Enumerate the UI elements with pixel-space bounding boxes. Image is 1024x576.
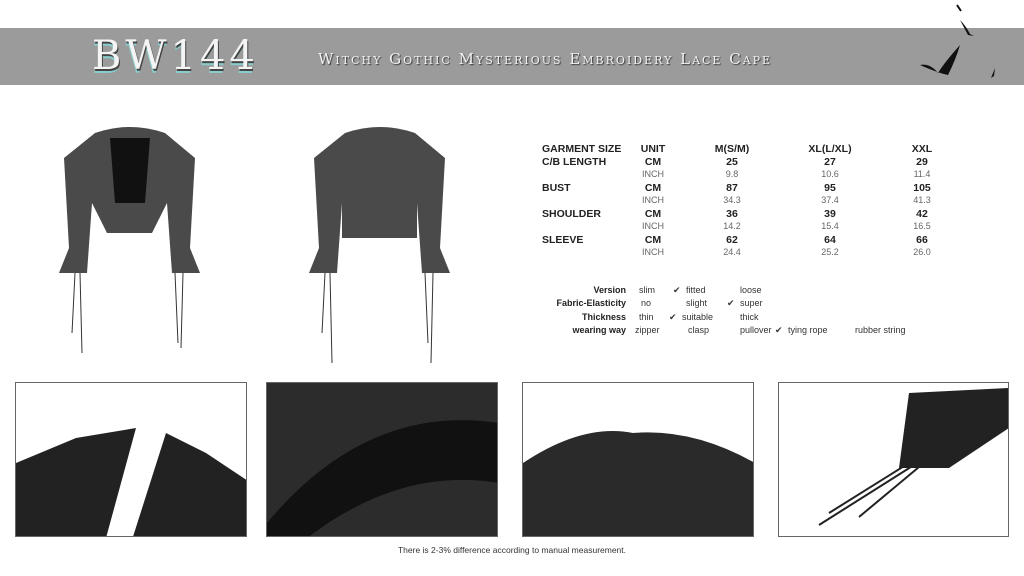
inch-value: 11.4	[913, 169, 931, 179]
unit-inch: INCH	[642, 195, 664, 205]
check-icon: ✔	[727, 298, 735, 309]
detail-photo-1	[15, 382, 247, 537]
row-label: BUST	[542, 182, 571, 194]
unit-cm: CM	[644, 208, 662, 220]
cm-value: 105	[913, 182, 931, 194]
unit-cm: CM	[644, 156, 662, 168]
inch-value: 15.4	[821, 221, 839, 231]
front-view-image	[55, 118, 205, 368]
cm-value: 95	[824, 182, 836, 194]
inch-value: 16.5	[913, 221, 931, 231]
option-no: no	[641, 298, 652, 309]
table-header: XXL	[911, 143, 933, 155]
cm-value: 62	[726, 234, 738, 246]
row-label: SLEEVE	[542, 234, 584, 246]
inch-value: 41.3	[913, 195, 931, 205]
attribute-label: Thickness	[581, 311, 626, 322]
unit-cm: CM	[644, 234, 662, 246]
detail-photo-4	[778, 382, 1009, 537]
back-view-image	[305, 118, 455, 368]
option-zipper: zipper	[635, 324, 660, 335]
check-icon: ✔	[775, 324, 783, 335]
cm-value: 64	[824, 234, 836, 246]
option-super: super	[740, 298, 763, 309]
option-thin: thin	[639, 311, 654, 322]
inch-value: 14.2	[723, 221, 741, 231]
table-header: UNIT	[640, 143, 666, 155]
product-code: BW144	[92, 33, 259, 79]
cm-value: 25	[726, 156, 738, 168]
inch-value: 37.4	[821, 195, 839, 205]
inch-value: 25.2	[821, 247, 839, 257]
option-slight: slight	[686, 298, 708, 309]
footer-note: There is 2-3% difference according to manual measurement.	[397, 545, 627, 555]
unit-inch: INCH	[642, 221, 664, 231]
unit-cm: CM	[644, 182, 662, 194]
option-thick: thick	[740, 311, 759, 322]
attribute-label: Version	[593, 285, 626, 295]
cm-value: 36	[726, 208, 738, 220]
cm-value: 39	[824, 208, 836, 220]
option-tying-rope: tying rope	[788, 324, 828, 335]
attribute-label: Fabric-Elasticity	[556, 298, 626, 309]
check-icon: ✔	[673, 285, 681, 295]
cm-value: 27	[824, 156, 836, 168]
option-pullover: pullover	[740, 324, 772, 335]
cm-value: 66	[916, 234, 928, 246]
option-clasp: clasp	[688, 324, 710, 335]
cm-value: 42	[916, 208, 928, 220]
row-label: SHOULDER	[542, 208, 601, 220]
inch-value: 10.6	[821, 169, 839, 179]
table-header: M(S/M)	[714, 143, 750, 155]
unit-inch: INCH	[642, 169, 664, 179]
inch-value: 9.8	[725, 169, 739, 179]
unit-inch: INCH	[642, 247, 664, 257]
option-fitted: fitted	[686, 285, 706, 295]
cm-value: 29	[916, 156, 928, 168]
detail-photo-3	[522, 382, 754, 537]
inch-value: 24.4	[723, 247, 741, 257]
attribute-label: wearing way	[572, 324, 626, 335]
option-suitable: suitable	[682, 311, 714, 322]
table-header: GARMENT SIZE	[542, 143, 622, 155]
inch-value: 34.3	[723, 195, 741, 205]
cm-value: 87	[726, 182, 738, 194]
check-icon: ✔	[669, 311, 677, 322]
option-slim: slim	[639, 285, 655, 295]
option-rubber-string: rubber string	[855, 324, 906, 335]
row-label: C/B LENGTH	[542, 156, 607, 168]
product-title: Witchy Gothic Mysterious Embroidery Lace Cape	[318, 50, 773, 68]
detail-photo-2	[266, 382, 498, 537]
inch-value: 26.0	[913, 247, 931, 257]
table-header: XL(L/XL)	[808, 143, 852, 155]
option-loose: loose	[740, 285, 762, 295]
bats-icon	[915, 0, 1024, 85]
